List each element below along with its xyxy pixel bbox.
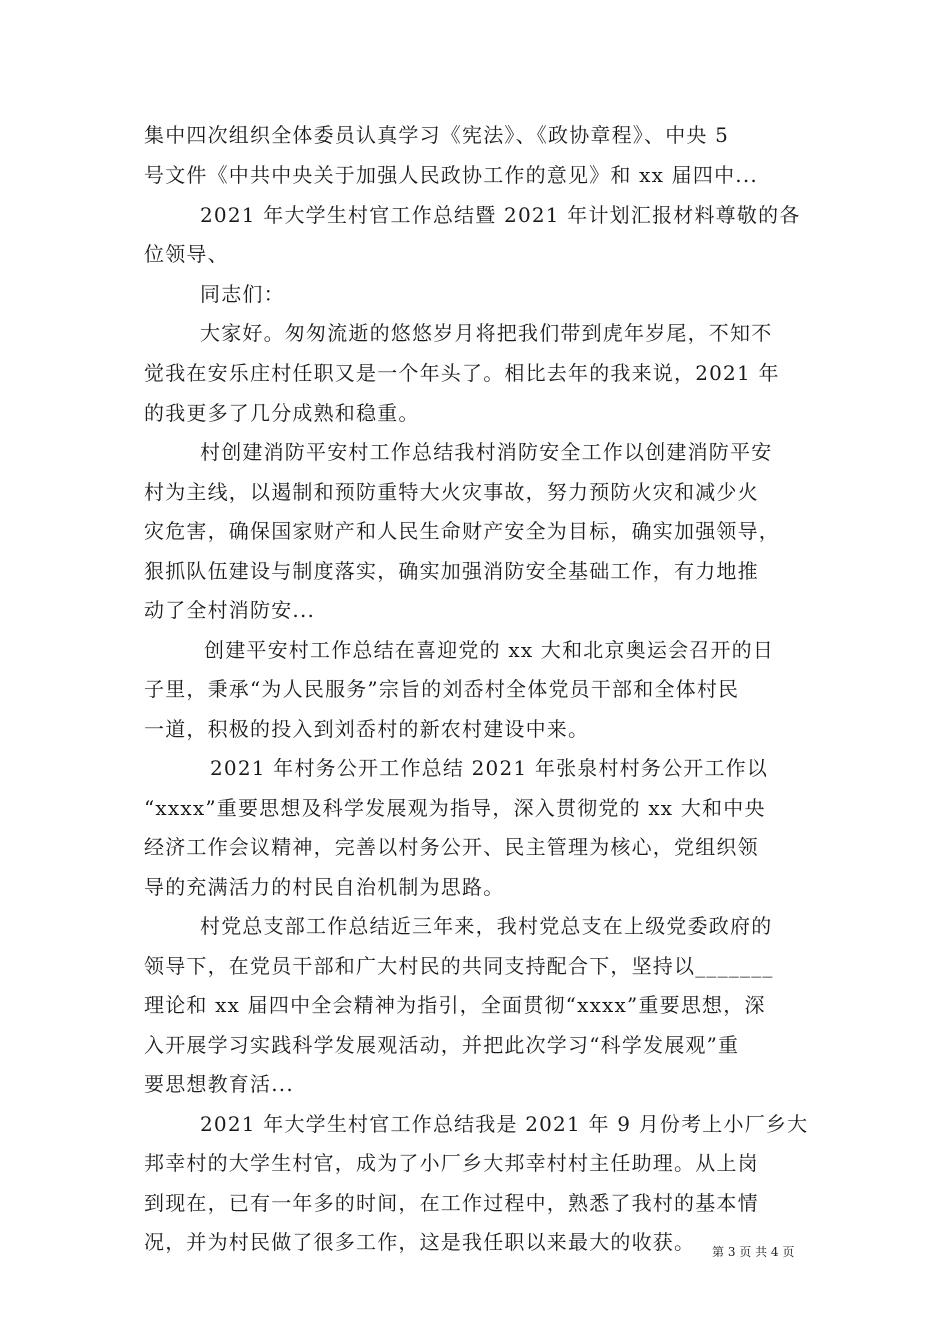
text-line: 觉我在安乐庄村任职又是一个年头了。相比去年的我来说，2021 年 bbox=[144, 361, 780, 385]
text-line: 2021 年大学生村官工作总结暨 2021 年计划汇报材料尊敬的各 bbox=[200, 203, 801, 227]
text-line: 入开展学习实践科学发展观活动，并把此次学习“科学发展观”重 bbox=[144, 1033, 740, 1057]
page-number: 第 3 页 共 4 页 bbox=[712, 1245, 795, 1259]
text-line: 同志们： bbox=[200, 282, 285, 306]
text-line: 创建平安村工作总结在喜迎党的 xx 大和北京奥运会召开的日 bbox=[204, 638, 775, 662]
text-line: 邦幸村的大学生村官，成为了小厂乡大邦幸村村主任助理。从上岗 bbox=[144, 1151, 759, 1175]
text-line: 导的充满活力的村民自治机制为思路。 bbox=[144, 875, 505, 899]
text-line: 子里，秉承“为人民服务”宗旨的刘岙村全体党员干部和全体村民 bbox=[144, 677, 740, 701]
text-line: 动了全村消防安... bbox=[144, 598, 316, 622]
text-line: 理论和 xx 届四中全会精神为指引，全面贯彻“xxxx”重要思想，深 bbox=[144, 993, 766, 1017]
text-line: 号文件《中共中央关于加强人民政协工作的意见》和 xx 届四中... bbox=[144, 163, 758, 187]
text-line: 灾危害，确保国家财产和人民生命财产安全为目标，确实加强领导， bbox=[144, 519, 780, 543]
text-line: 况，并为村民做了很多工作，这是我任职以来最大的收获。 bbox=[144, 1230, 696, 1254]
text-line: 集中四次组织全体委员认真学习《宪法》、《政协章程》、中央 5 bbox=[144, 123, 730, 147]
text-line: “xxxx”重要思想及科学发展观为指导，深入贯彻党的 xx 大和中央 bbox=[144, 796, 766, 820]
text-line: 村党总支部工作总结近三年来，我村党总支在上级党委政府的 bbox=[200, 914, 773, 938]
text-line: 经济工作会议精神，完善以村务公开、民主管理为核心，党组织领 bbox=[144, 835, 759, 859]
text-line: 要思想教育活... bbox=[144, 1072, 294, 1096]
text-line: 村为主线，以遏制和预防重特大火灾事故，努力预防火灾和减少火 bbox=[144, 480, 759, 504]
text-line: 村创建消防平安村工作总结我村消防安全工作以创建消防平安 bbox=[200, 440, 773, 464]
text-line: 大家好。匆匆流逝的悠悠岁月将把我们带到虎年岁尾，不知不 bbox=[200, 321, 773, 345]
text-line: 到现在，已有一年多的时间，在工作过程中，熟悉了我村的基本情 bbox=[144, 1191, 759, 1215]
text-line: 狠抓队伍建设与制度落实，确实加强消防安全基础工作，有力地推 bbox=[144, 559, 759, 583]
text-line: 的我更多了几分成熟和稳重。 bbox=[144, 401, 420, 425]
text-line: 位领导、 bbox=[144, 242, 229, 266]
text-line: 2021 年大学生村官工作总结我是 2021 年 9 月份考上小厂乡大 bbox=[200, 1112, 809, 1136]
text-line: 2021 年村务公开工作总结 2021 年张泉村村务公开工作以 bbox=[210, 756, 769, 780]
text-line: 领导下，在党员干部和广大村民的共同支持配合下，坚持以_______ bbox=[144, 954, 774, 978]
text-line: 一道，积极的投入到刘岙村的新农村建设中来。 bbox=[144, 717, 590, 741]
